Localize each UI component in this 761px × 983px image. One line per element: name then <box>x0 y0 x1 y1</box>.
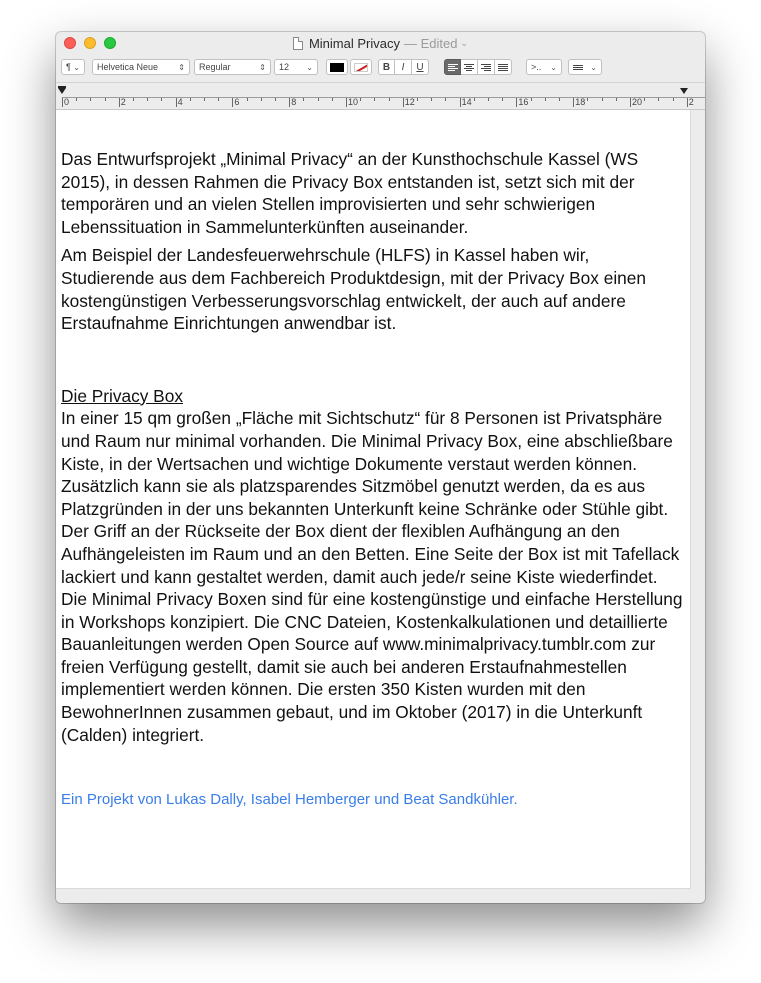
ruler-label: 10 <box>348 97 359 107</box>
highlight-color-well[interactable] <box>350 59 372 75</box>
ruler-tick <box>602 98 603 101</box>
paragraph-example: Am Beispiel der Landesfeuerwehrschule (HLFS) in Kassel haben wir, Studierende aus dem Fachbereich Produktdesign, mit der Privacy Box einen kostengünstigen Verbesserungsvorschlag entwickelt, der auch auf andere Erstaufnahme Einrichtungen anwendbar ist. <box>61 245 646 334</box>
ruler-tick <box>147 98 148 101</box>
chevron-down-icon: ⌄ <box>73 62 80 72</box>
ruler-tick <box>76 98 77 101</box>
right-indent-marker[interactable] <box>680 88 688 94</box>
ruler-tick <box>90 98 91 101</box>
align-left-icon <box>448 64 458 71</box>
paragraph-description: In einer 15 qm großen „Fläche mit Sichtschutz“ für 8 Personen ist Privatsphäre und Raum nur minimal vorhanden. Die Minimal Privacy Box, eine abschließbare Kiste, in der Wertsachen und wichtige Dokumente verstaut werden können. Zusätzlich kann sie als platzsparendes Sitzmöbel genutzt werden, da es aus Platzgründen in der uns bekannten Unterkunft keine Schränke oder Stühle gibt. Der Griff an der Rückseite der Box dient der flexiblen Aufhängung an den Aufhängeleisten im Raum und an den Betten. Eine Seite der Box ist mit Tafellack lackiert und kann gestaltet werden, damit auch jede/r seine Kiste wiederfindet. Die Minimal Privacy Boxen sind für eine kostengünstige und einfache Herstellung in Workshops konzipiert. Die CNC Dateien, Kostenkalkulationen und detaillierte Bauanleitungen werden Open Source auf www.minimalprivacy.tumblr.com zur freien Verfügung gestellt, damit sie auch bei anderen Erstaufnahmestellen implementiert werden können. Die ersten 350 Kisten wurden mit den BewohnerInnen zusammen gebaut, und im Oktober (2017) in die Unterkunft (Calden) integriert. <box>61 408 683 745</box>
ruler-label: 18 <box>575 97 586 107</box>
no-highlight-icon <box>354 63 368 72</box>
list-bullets-popup[interactable] <box>568 59 602 75</box>
document-page[interactable] <box>56 110 691 889</box>
paragraph-intro: Das Entwurfsprojekt „Minimal Privacy“ an der Kunsthochschule Kassel (WS 2015), in dessen Rahmen die Privacy Box entstanden ist, setzt sich mit der temporären und an vielen Stellen improvisierten und sehr schwierigen Lebenssituation in Sammelunterkünften auseinander. <box>61 149 639 237</box>
updown-arrows-icon: ⇕ <box>259 62 266 72</box>
ruler-tick <box>232 98 233 107</box>
ruler[interactable] <box>56 82 705 110</box>
ruler-label: 16 <box>518 97 529 107</box>
ruler-tick <box>275 98 276 101</box>
close-button[interactable] <box>64 37 76 49</box>
style-buttons <box>378 59 429 75</box>
ruler-tick <box>289 98 290 107</box>
updown-arrows-icon: ⇕ <box>178 62 185 72</box>
text-color-swatch <box>330 63 344 72</box>
italic-button[interactable]: I <box>395 59 412 75</box>
window-controls <box>64 37 116 49</box>
font-style-label: Regular <box>199 62 231 72</box>
ruler-tick <box>176 98 177 107</box>
ruler-tick <box>403 98 404 107</box>
ruler-tick <box>545 98 546 101</box>
ruler-baseline <box>62 97 705 98</box>
paragraph-style-label: ¶ <box>66 62 71 72</box>
ruler-tick <box>573 98 574 107</box>
ruler-label: 14 <box>461 97 472 107</box>
ruler-tick <box>587 98 588 101</box>
ruler-tick <box>531 98 532 101</box>
ruler-tick <box>516 98 517 107</box>
ruler-tick <box>303 98 304 101</box>
underline-button[interactable]: U <box>412 59 429 75</box>
line-spacing-popup[interactable] <box>526 59 562 75</box>
ruler-tick <box>318 98 319 101</box>
align-right-icon <box>481 64 491 71</box>
chevron-down-icon[interactable]: ⌄ <box>460 37 469 48</box>
ruler-tick <box>488 98 489 101</box>
ruler-tick <box>630 98 631 107</box>
ruler-tick <box>474 98 475 101</box>
ruler-tick <box>161 98 162 101</box>
section-heading: Die Privacy Box <box>61 385 183 406</box>
ruler-label: 0 <box>64 97 70 107</box>
justify-icon <box>498 64 508 71</box>
textedit-window <box>56 32 705 903</box>
ruler-tick <box>431 98 432 101</box>
font-style-popup[interactable] <box>194 59 271 75</box>
font-size-combo[interactable] <box>274 59 318 75</box>
align-center-button[interactable] <box>461 59 478 75</box>
ruler-tick <box>190 98 191 101</box>
font-size-value: 12 <box>279 62 290 72</box>
ruler-label: 2 <box>688 97 694 107</box>
ruler-tick <box>502 98 503 101</box>
justify-button[interactable] <box>495 59 512 75</box>
ruler-tick <box>616 98 617 101</box>
ruler-tick <box>389 98 390 101</box>
chevron-down-icon: ⌄ <box>590 62 597 72</box>
ruler-tick <box>374 98 375 101</box>
font-family-label: Helvetica Neue <box>97 62 159 72</box>
ruler-tick <box>247 98 248 101</box>
ruler-tick <box>204 98 205 101</box>
paragraph-style-popup[interactable] <box>61 59 85 75</box>
title-bar[interactable] <box>56 32 705 54</box>
text-color-well[interactable] <box>326 59 348 75</box>
list-icon <box>573 65 583 70</box>
document-text[interactable] <box>61 148 686 810</box>
ruler-tick <box>687 98 688 107</box>
chevron-down-icon: ⌄ <box>306 62 313 72</box>
ruler-tick <box>644 98 645 101</box>
format-toolbar <box>56 56 705 78</box>
line-spacing-label: >.. <box>531 62 542 72</box>
align-right-button[interactable] <box>478 59 495 75</box>
bold-button[interactable]: B <box>378 59 395 75</box>
font-family-popup[interactable] <box>92 59 190 75</box>
align-center-icon <box>464 64 474 71</box>
ruler-tick <box>445 98 446 101</box>
minimize-button[interactable] <box>84 37 96 49</box>
ruler-label: 2 <box>120 97 126 107</box>
ruler-tick <box>360 98 361 101</box>
left-indent-marker[interactable] <box>58 88 66 94</box>
ruler-tick <box>332 98 333 101</box>
chevron-down-icon: ⌄ <box>550 62 557 72</box>
credit-line: Ein Projekt von Lukas Dally, Isabel Hemberger und Beat Sandkühler. <box>61 791 518 809</box>
align-left-button[interactable] <box>444 59 461 75</box>
ruler-tick <box>673 98 674 101</box>
ruler-tick <box>559 98 560 101</box>
ruler-tick <box>417 98 418 101</box>
edited-status: — Edited <box>403 35 458 51</box>
window-title: Minimal Privacy <box>308 35 400 51</box>
ruler-label: 4 <box>177 97 183 107</box>
ruler-tick <box>105 98 106 101</box>
document-icon[interactable] <box>293 37 303 50</box>
ruler-tick <box>218 98 219 101</box>
ruler-tick <box>133 98 134 101</box>
ruler-tick <box>62 98 63 107</box>
ruler-label: 8 <box>291 97 297 107</box>
ruler-tick <box>261 98 262 101</box>
ruler-tick <box>119 98 120 107</box>
ruler-tick <box>346 98 347 107</box>
ruler-tick <box>658 98 659 101</box>
ruler-tick <box>460 98 461 107</box>
zoom-button[interactable] <box>104 37 116 49</box>
ruler-label: 12 <box>404 97 415 107</box>
alignment-buttons <box>444 59 512 75</box>
document-scroll-area[interactable] <box>56 110 705 903</box>
ruler-label: 6 <box>234 97 240 107</box>
ruler-label: 20 <box>632 97 643 107</box>
